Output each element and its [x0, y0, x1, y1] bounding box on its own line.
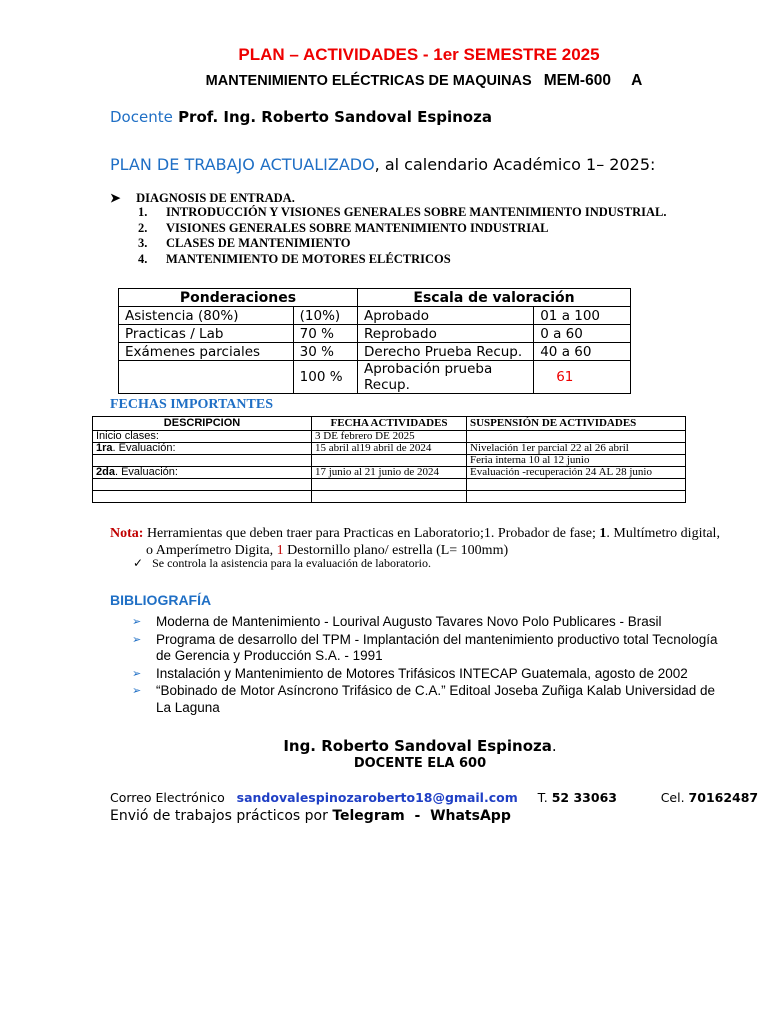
email-link[interactable]: sandovalespinozaroberto18@gmail.com	[236, 790, 518, 805]
table-cell	[93, 443, 312, 455]
arrow-bullet-icon: ➢	[132, 685, 142, 697]
separator: -	[404, 808, 431, 824]
table-cell	[467, 479, 686, 491]
cell-bold: 2da	[96, 466, 115, 478]
grading-table	[118, 288, 631, 394]
table-header: FECHA ACTIVIDADES	[312, 417, 467, 431]
item-text: VISIONES GENERALES SOBRE MANTENIMIENTO INDUSTRIAL	[166, 220, 549, 235]
table-cell	[93, 467, 312, 479]
table-cell: (10%)	[293, 307, 357, 325]
table-row	[119, 325, 631, 343]
course-group: A	[631, 72, 643, 89]
diagnosis-item	[110, 190, 295, 206]
phone-number: 52 33063	[551, 790, 617, 805]
delivery-line	[110, 808, 511, 824]
signature-name	[0, 737, 768, 755]
table-cell: Practicas / Lab	[119, 325, 294, 343]
table-cell: 70 %	[293, 325, 357, 343]
table-cell	[93, 455, 312, 467]
item-text: CLASES DE MANTENIMIENTO	[166, 236, 351, 250]
table-cell: 3 DE febrero DE 2025	[312, 431, 467, 443]
list-item	[132, 683, 732, 716]
table-cell: Feria interna 10 al 12 junio	[467, 455, 686, 467]
table-header: SUSPENSIÓN DE ACTIVIDADES	[467, 417, 686, 431]
teacher-line	[110, 108, 492, 126]
note-text: o Amperímetro Digita,	[146, 543, 277, 558]
document-title: PLAN – ACTIVIDADES - 1er SEMESTRE 2025	[238, 45, 600, 64]
list-item	[110, 205, 666, 221]
list-item	[110, 252, 666, 268]
bibliography-title: BIBLIOGRAFÍA	[110, 592, 212, 608]
cell-bold: 1ra	[96, 442, 113, 454]
table-cell	[93, 479, 312, 491]
cell-label: Cel.	[660, 790, 685, 805]
cell-number: 70162487	[688, 790, 759, 805]
table-cell: Asistencia (80%)	[119, 307, 294, 325]
table-cell	[467, 431, 686, 443]
bibliography-entry: Instalación y Mantenimiento de Motores Trifásicos INTECAP Guatemala, agosto de 2002	[156, 665, 688, 681]
table-row	[93, 467, 686, 479]
plan-label: PLAN DE TRABAJO ACTUALIZADO	[110, 155, 375, 174]
course-subtitle	[0, 72, 768, 90]
table-row	[119, 361, 631, 394]
note-number: 1	[599, 526, 607, 541]
table-cell: Evaluación -recuperación 24 AL 28 junio	[467, 467, 686, 479]
check-icon: ✓	[133, 556, 144, 570]
teacher-label: Docente	[110, 108, 173, 126]
table-cell	[93, 431, 312, 443]
topics-list	[110, 205, 666, 267]
bibliography-entry: Programa de desarrollo del TPM - Implantación del mantenimiento productivo total Tecnología de Gerencia y Producción S.A. - 1991	[156, 631, 718, 663]
note-text: Destornillo plano/ estrella (L= 100mm)	[283, 543, 509, 558]
signature-role: DOCENTE ELA 600	[353, 756, 487, 771]
list-item	[110, 236, 666, 252]
note-label: Nota:	[110, 526, 144, 541]
table-cell: 100 %	[293, 361, 357, 394]
table-cell: 15 abril al19 abril de 2024	[312, 443, 467, 455]
table-cell	[312, 491, 467, 503]
table-cell	[119, 361, 294, 394]
email-label: Correo Electrónico	[110, 790, 225, 805]
table-row	[93, 479, 686, 491]
note-line-1	[110, 525, 750, 542]
telegram-label: Telegram	[332, 808, 405, 824]
table-cell: Reprobado	[358, 325, 534, 343]
note-text: Herramientas que deben traer para Practicas en Laboratorio;1. Probador de fase;	[143, 526, 600, 541]
item-text: INTRODUCCIÓN Y VISIONES GENERALES SOBRE MANTENIMIENTO INDUSTRIAL.	[166, 205, 667, 219]
table-cell	[467, 491, 686, 503]
diagnosis-text: DIAGNOSIS DE ENTRADA.	[136, 191, 295, 205]
table-header: Escala de valoración	[358, 289, 631, 307]
list-item	[132, 614, 732, 631]
table-cell: Exámenes parciales	[119, 343, 294, 361]
plan-line	[110, 155, 655, 174]
table-cell	[312, 479, 467, 491]
item-number: 2.	[138, 220, 148, 235]
phone-label: T.	[537, 790, 548, 805]
table-row	[93, 491, 686, 503]
teacher-name: Prof. Ing. Roberto Sandoval Espinoza	[178, 108, 492, 126]
dates-table	[92, 416, 686, 503]
plan-rest: , al calendario Académico 1– 2025:	[374, 155, 656, 174]
arrow-bullet-icon: ➤	[110, 191, 121, 205]
list-item	[132, 632, 732, 665]
contact-line	[110, 790, 758, 805]
check-text: Se controla la asistencia para la evaluación de laboratorio.	[152, 556, 431, 570]
table-row	[119, 343, 631, 361]
arrow-bullet-icon: ➢	[132, 616, 142, 628]
table-cell: Derecho Prueba Recup.	[358, 343, 534, 361]
course-name: MANTENIMIENTO ELÉCTRICAS DE MAQUINAS	[205, 73, 532, 89]
bibliography-list	[132, 614, 732, 717]
table-cell: Aprobación prueba Recup.	[358, 361, 534, 394]
course-code: MEM-600	[543, 72, 611, 89]
arrow-bullet-icon: ➢	[132, 667, 142, 680]
cell-text: . Evaluación:	[112, 442, 176, 454]
whatsapp-label: WhatsApp	[430, 808, 511, 824]
table-row	[119, 307, 631, 325]
table-header: DESCRIPCION	[93, 417, 312, 431]
note-number: 1	[276, 543, 284, 558]
signature-dot: .	[551, 737, 557, 755]
table-header-row	[119, 289, 631, 307]
table-cell: 01 a 100	[534, 307, 631, 325]
cell-text: . Evaluación:	[114, 466, 178, 478]
arrow-bullet-icon: ➢	[132, 633, 142, 646]
table-cell: 40 a 60	[534, 343, 631, 361]
bibliography-entry: Moderna de Mantenimiento - Lourival Augusto Tavares Novo Polo Publicares - Brasil	[156, 614, 662, 629]
table-cell: 0 a 60	[534, 325, 631, 343]
signature-name-text: Ing. Roberto Sandoval Espinoza	[283, 737, 552, 755]
delivery-text: Envió de trabajos prácticos por	[110, 808, 333, 824]
table-row	[93, 455, 686, 467]
list-item	[110, 221, 666, 237]
table-cell: Nivelación 1er parcial 22 al 26 abril	[467, 443, 686, 455]
dates-section-title: FECHAS IMPORTANTES	[110, 397, 273, 412]
cell-text: Inicio clases:	[96, 430, 159, 442]
item-number: 3.	[138, 236, 148, 250]
item-number: 4.	[138, 251, 148, 266]
table-cell: 17 junio al 21 junio de 2024	[312, 467, 467, 479]
table-cell	[93, 491, 312, 503]
check-item	[133, 556, 431, 571]
table-cell: 61	[534, 361, 631, 394]
note-text: . Multímetro digital,	[606, 526, 720, 541]
table-cell	[312, 455, 467, 467]
note-paragraph	[110, 525, 750, 559]
table-row	[93, 431, 686, 443]
table-cell: Aprobado	[358, 307, 534, 325]
bibliography-entry: “Bobinado de Motor Asíncrono Trifásico de C.A.” Editoal Joseba Zuñiga Kalab Universidad de La Laguna	[156, 683, 716, 715]
item-text: MANTENIMIENTO DE MOTORES ELÉCTRICOS	[166, 251, 451, 266]
list-item	[132, 666, 732, 683]
table-header: Ponderaciones	[119, 289, 358, 307]
item-number: 1.	[138, 205, 148, 219]
table-row	[93, 443, 686, 455]
table-header-row	[93, 417, 686, 431]
table-cell: 30 %	[293, 343, 357, 361]
